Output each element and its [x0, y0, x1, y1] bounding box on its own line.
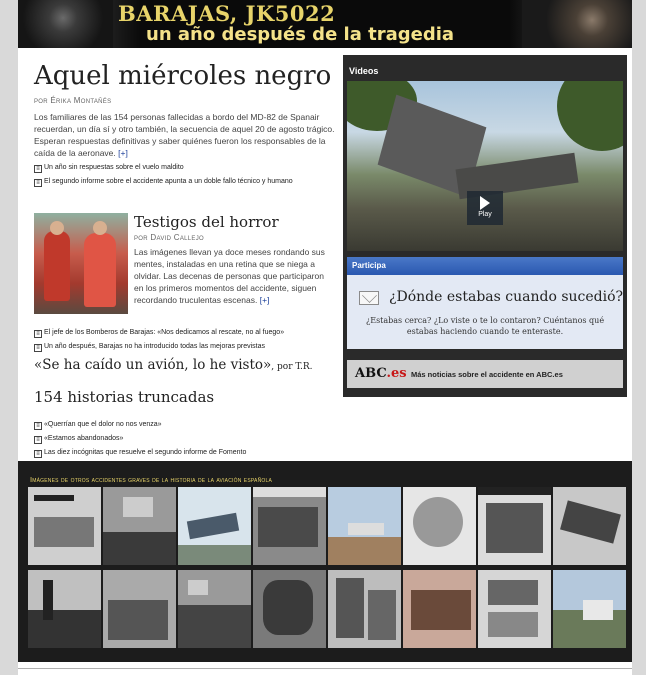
testigos-byline: por David Callejo [134, 233, 205, 242]
image-gallery [18, 461, 632, 662]
related-link-text: Un año sin respuestas sobre el vuelo maldito [44, 164, 184, 171]
participa-subtext: ¿Estabas cerca? ¿Lo viste o te lo contaron? Cuéntanos qué estabas haciendo cuando te enteraste. [365, 316, 605, 336]
testigos-photo[interactable] [34, 213, 128, 314]
read-more-link[interactable]: [+] [118, 148, 128, 158]
envelope-icon [359, 291, 379, 305]
article-icon: ≡ [34, 330, 42, 338]
play-button[interactable] [467, 191, 503, 225]
testigos-title[interactable]: Testigos del horror [134, 213, 279, 231]
article-byline: por Érika Montañés [34, 96, 112, 105]
gallery-thumb[interactable] [403, 487, 476, 565]
related-link[interactable] [34, 176, 339, 187]
header-banner[interactable] [18, 0, 632, 48]
sidebar [343, 55, 627, 397]
article-lead-text: Los familiares de las 154 personas fallecidas a bordo del MD-82 de Spanair recuerdan, un día sí y otro también, la secuencia de aquel 20 de agosto trágico. Esperan respuestas definitivas y saber quiénes fueron los responsables de la caída de la aeronave. [34, 112, 335, 158]
article-icon: ≡ [34, 179, 42, 187]
testigos-links [34, 324, 339, 352]
abc-logo-main: ABC [355, 366, 387, 381]
video-player[interactable] [347, 81, 623, 251]
photo-figure [44, 231, 70, 301]
article-icon: ≡ [34, 344, 42, 352]
gallery-thumb[interactable] [253, 570, 326, 648]
testigos-text [134, 213, 334, 306]
article-title[interactable]: Aquel miércoles negro [34, 61, 332, 91]
quote-byline: , por T.R. [271, 362, 313, 372]
play-icon [480, 196, 490, 210]
videos-title: Videos [349, 66, 379, 76]
banner-title: BARAJAS, JK5022 [118, 1, 336, 26]
article-icon: ≡ [34, 422, 42, 430]
article-icon: ≡ [34, 165, 42, 173]
read-more-link[interactable]: [+] [259, 295, 270, 305]
photo-figure-head [93, 221, 107, 235]
footer-divider [18, 668, 632, 669]
participa-header: Participa [347, 257, 623, 275]
gallery-thumb[interactable] [28, 570, 101, 648]
gallery-thumb[interactable] [553, 487, 626, 565]
related-link[interactable] [34, 162, 339, 173]
photo-figure [84, 233, 116, 307]
historias-title[interactable]: 154 historias truncadas [34, 388, 215, 406]
quote-text: «Se ha caído un avión, lo he visto» [34, 357, 272, 373]
related-link[interactable] [34, 341, 339, 352]
banner-subtitle: un año después de la tragedia [146, 24, 455, 45]
related-link[interactable] [34, 419, 339, 430]
abc-link-text[interactable]: Más noticias sobre el accidente en ABC.es [411, 370, 563, 379]
abc-promo[interactable] [347, 360, 623, 388]
related-link-text: El jefe de los Bomberos de Barajas: «Nos dedicamos al rescate, no al fuego» [44, 329, 285, 336]
video-scene-tree [557, 81, 623, 151]
related-link-text: Las diez incógnitas que resuelve el segundo informe de Fomento [44, 449, 247, 456]
gallery-title: Imágenes de otros accidentes graves de la historia de la aviación española [30, 475, 272, 484]
article-icon: ≡ [34, 436, 42, 444]
participa-question[interactable]: ¿Dónde estabas cuando sucedió? [389, 289, 624, 305]
gallery-thumb[interactable] [553, 570, 626, 648]
related-link-text: «Querrían que el dolor no nos venza» [44, 421, 162, 428]
photo-figure-head [50, 221, 64, 235]
banner-photo-left [18, 0, 113, 48]
gallery-thumb[interactable] [328, 570, 401, 648]
related-link[interactable] [34, 447, 339, 458]
article-lead [34, 111, 339, 159]
banner-photo-right [522, 0, 632, 48]
testigos-body [134, 246, 334, 306]
gallery-thumb[interactable] [103, 570, 176, 648]
gallery-thumb[interactable] [178, 487, 251, 565]
page [18, 0, 632, 675]
play-label: Play [478, 211, 492, 218]
gallery-thumb[interactable] [103, 487, 176, 565]
testigos-body-text: Las imágenes llevan ya doce meses rondando sus mentes, instaladas en una retina que se niega a olvidar. Las decenas de personas que participaron en los primeros momentos del accidente, siguen recordando truculentas escenas. [134, 247, 325, 305]
article-icon: ≡ [34, 450, 42, 458]
abc-logo-dot: .es [386, 366, 407, 381]
gallery-thumb[interactable] [178, 570, 251, 648]
related-link[interactable] [34, 327, 339, 338]
gallery-thumb[interactable] [403, 570, 476, 648]
gallery-thumb[interactable] [478, 570, 551, 648]
related-link-text: «Estamos abandonados» [44, 435, 124, 442]
gallery-thumb[interactable] [328, 487, 401, 565]
main-article [34, 58, 339, 187]
related-link[interactable] [34, 433, 339, 444]
abc-logo [355, 366, 407, 381]
participa-box[interactable] [347, 257, 623, 349]
related-link-text: Un año después, Barajas no ha introducido todas las mejoras previstas [44, 343, 266, 350]
gallery-thumb[interactable] [478, 487, 551, 565]
gallery-thumb[interactable] [28, 487, 101, 565]
related-link-text: El segundo informe sobre el accidente apunta a un doble fallo técnico y humano [44, 178, 293, 185]
gallery-thumb[interactable] [253, 487, 326, 565]
quote-headline[interactable] [34, 357, 339, 373]
historias-links [34, 416, 339, 458]
